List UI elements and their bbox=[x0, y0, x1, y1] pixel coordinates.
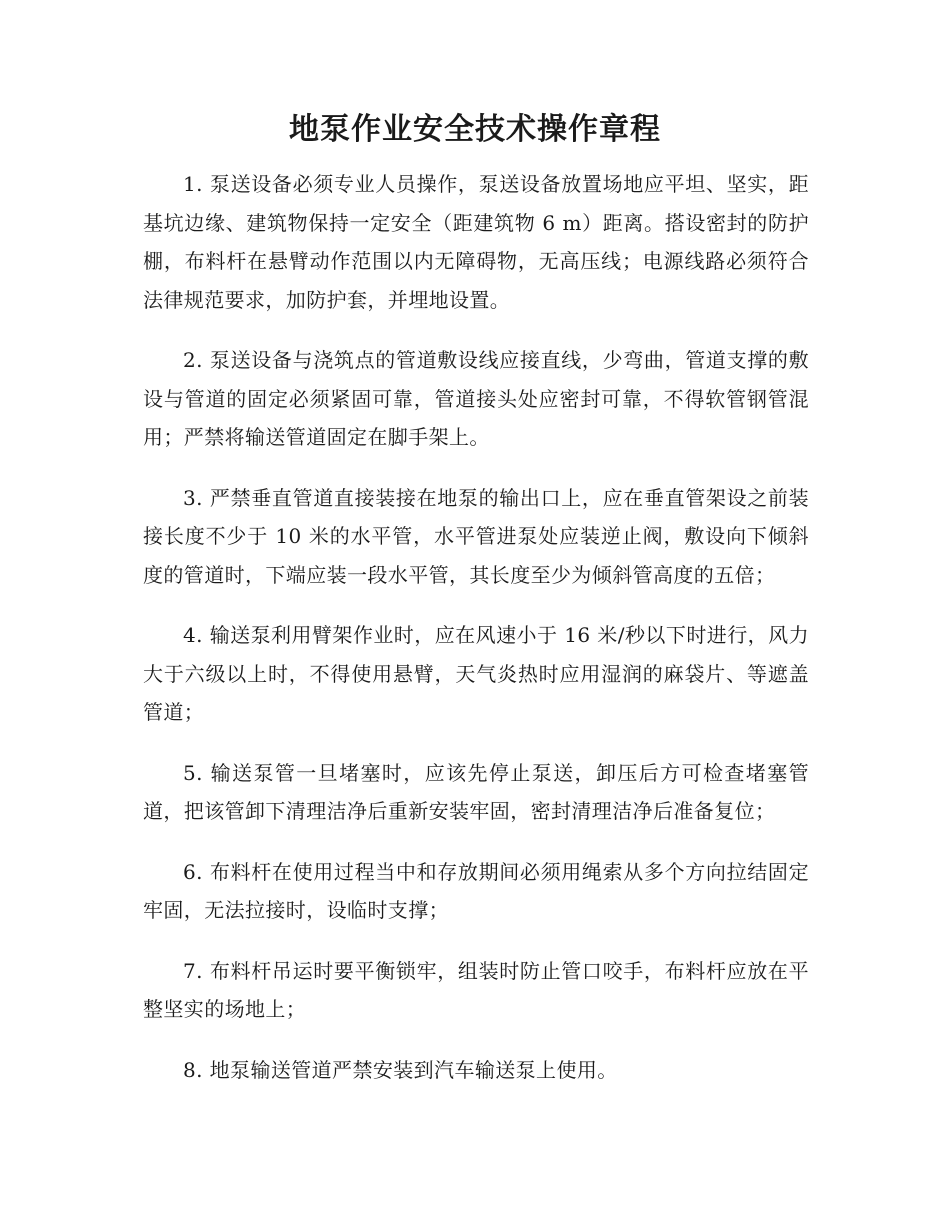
paragraph-8: 8. 地泵输送管道严禁安装到汽车输送泵上使用。 bbox=[183, 1057, 618, 1082]
paragraph-2: 2. 泵送设备与浇筑点的管道敷设线应接直线，少弯曲，管道支撑的敷设与管道的固定必须紧固可靠，管道接头处应密封可靠，不得软管钢管混用；严禁将输送管道固定在脚手架上。 bbox=[143, 348, 809, 449]
paragraph-4: 4. 输送泵利用臂架作业时，应在风速小于 16 米/秒以下时进行，风力大于六级以上时，不得使用悬臂，天气炎热时应用湿润的麻袋片、等遮盖管道； bbox=[143, 623, 809, 724]
paragraph-3: 3. 严禁垂直管道直接装接在地泵的输出口上，应在垂直管架设之前装接长度不少于 10 米的水平管，水平管进泵处应装逆止阀，敷设向下倾斜度的管道时，下端应装一段水平管，其长度至少为倾斜管高度的五倍； bbox=[143, 485, 809, 587]
document-body bbox=[143, 165, 809, 1111]
paragraph-5: 5. 输送泵管一旦堵塞时，应该先停止泵送，卸压后方可检查堵塞管道，把该管卸下清理洁净后重新安装牢固，密封清理洁净后准备复位； bbox=[143, 760, 809, 823]
paragraph-7: 7. 布料杆吊运时要平衡锁牢，组装时防止管口咬手，布料杆应放在平整坚实的场地上； bbox=[143, 958, 809, 1021]
document-title: 地泵作业安全技术操作章程 bbox=[289, 112, 661, 147]
paragraph-1: 1. 泵送设备必须专业人员操作，泵送设备放置场地应平坦、坚实，距基坑边缘、建筑物保持一定安全（距建筑物 6 m）距离。搭设密封的防护棚，布料杆在悬臂动作范围以内无障碍物，无高压线；电源线路必须符合法律规范要求，加防护套，并埋地设置。 bbox=[143, 172, 809, 312]
paragraph-6: 6. 布料杆在使用过程当中和存放期间必须用绳索从多个方向拉结固定牢固，无法拉接时，设临时支撑； bbox=[143, 859, 809, 922]
